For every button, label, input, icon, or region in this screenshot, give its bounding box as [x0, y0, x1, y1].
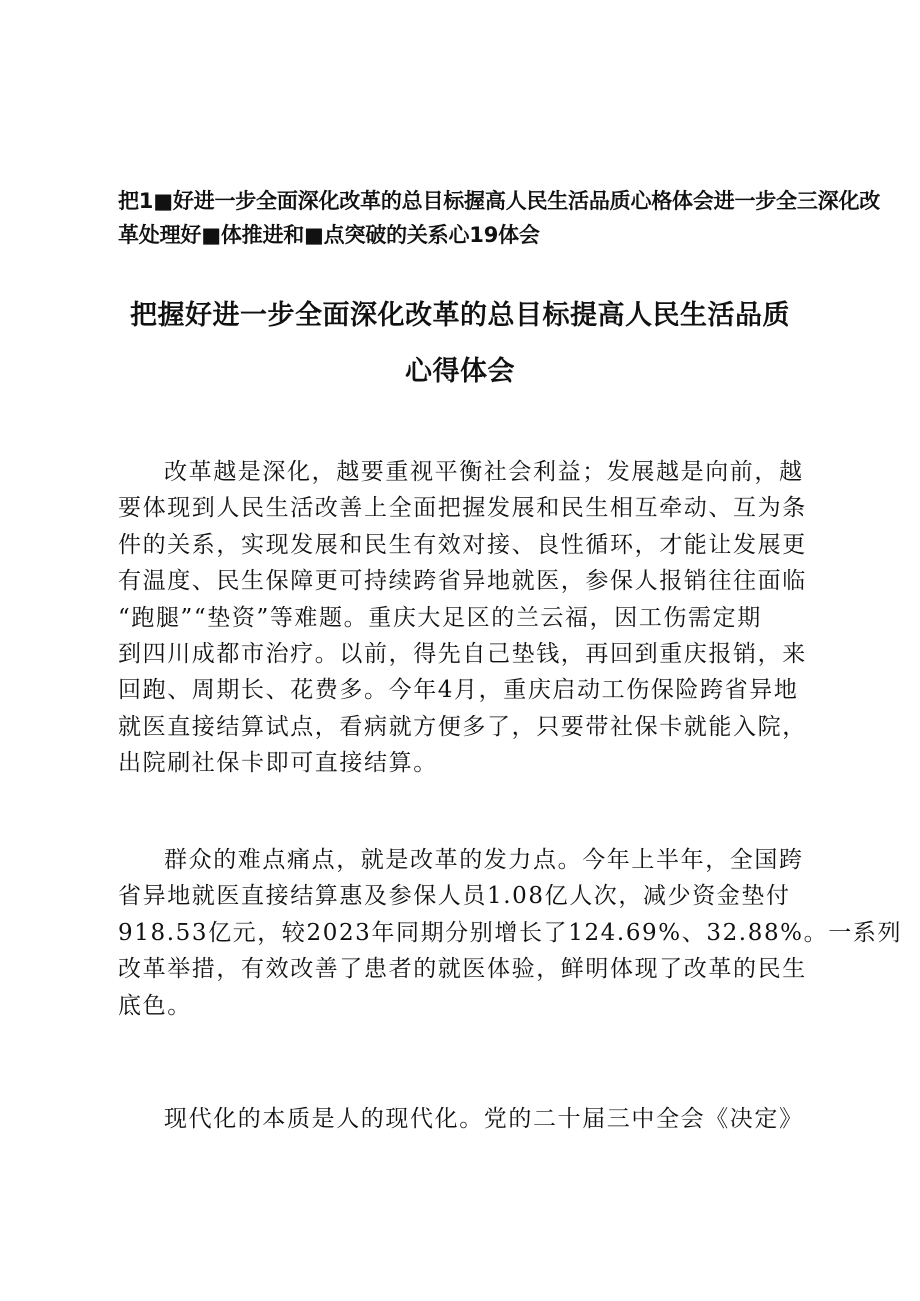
- paragraph-line: 出院刷社保卡即可直接结算。: [118, 750, 438, 777]
- paragraph-3: [118, 1101, 810, 1137]
- paragraph-line: 件的关系，实现发展和民生有效对接、良性循环，才能让发展更: [118, 531, 807, 558]
- paragraph-line: 改革举措，有效改善了患者的就医体验，鲜明体现了改革的民生: [118, 956, 807, 983]
- paragraph-line: 改革越是深化，越要重视平衡社会利益；发展越是向前，越: [164, 459, 804, 485]
- document-title: [100, 288, 820, 400]
- paragraph-line: “跑腿”“垫资”等难题。重庆大足区的兰云福，因工伤需定期: [118, 604, 762, 631]
- paragraph-2: [118, 842, 903, 1024]
- paragraph-1: [118, 454, 810, 782]
- title-line-2: 心得体会: [405, 356, 515, 387]
- paragraph-line: 有温度、民生保障更可持续跨省异地就医，参保人报销往往面临: [118, 568, 807, 595]
- paragraph-line: 底色。: [118, 992, 192, 1019]
- paragraph-line: 到四川成都市治疗。以前，得先自己垫钱，再回到重庆报销，来: [118, 641, 807, 668]
- paragraph-line: 918.53亿元，较2023年同期分别增长了124.69%、32.88%。一系列: [118, 919, 903, 946]
- paragraph-line: 就医直接结算试点，看病就方便多了，只要带社保卡就能入院，: [118, 713, 807, 740]
- document-header: [118, 184, 881, 252]
- header-line-2: 革处理好■体推进和■点突破的关系心19体会: [118, 223, 540, 247]
- title-line-1: 把握好进一步全面深化改革的总目标提高人民生活品质: [130, 300, 790, 331]
- paragraph-line: 要体现到人民生活改善上全面把握发展和民生相互牵动、互为条: [118, 495, 807, 522]
- paragraph-line: 省异地就医直接结算惠及参保人员1.08亿人次，减少资金垫付: [118, 883, 791, 910]
- paragraph-line: 现代化的本质是人的现代化。党的二十届三中全会《决定》: [164, 1106, 804, 1132]
- paragraph-line: 群众的难点痛点，就是改革的发力点。今年上半年，全国跨: [164, 847, 804, 873]
- paragraph-line: 回跑、周期长、花费多。今年4月，重庆启动工伤保险跨省异地: [118, 677, 799, 704]
- header-line-1: 把1■好进一步全面深化改革的总目标握高人民生活品质心格体会进一步全三深化改: [118, 189, 881, 213]
